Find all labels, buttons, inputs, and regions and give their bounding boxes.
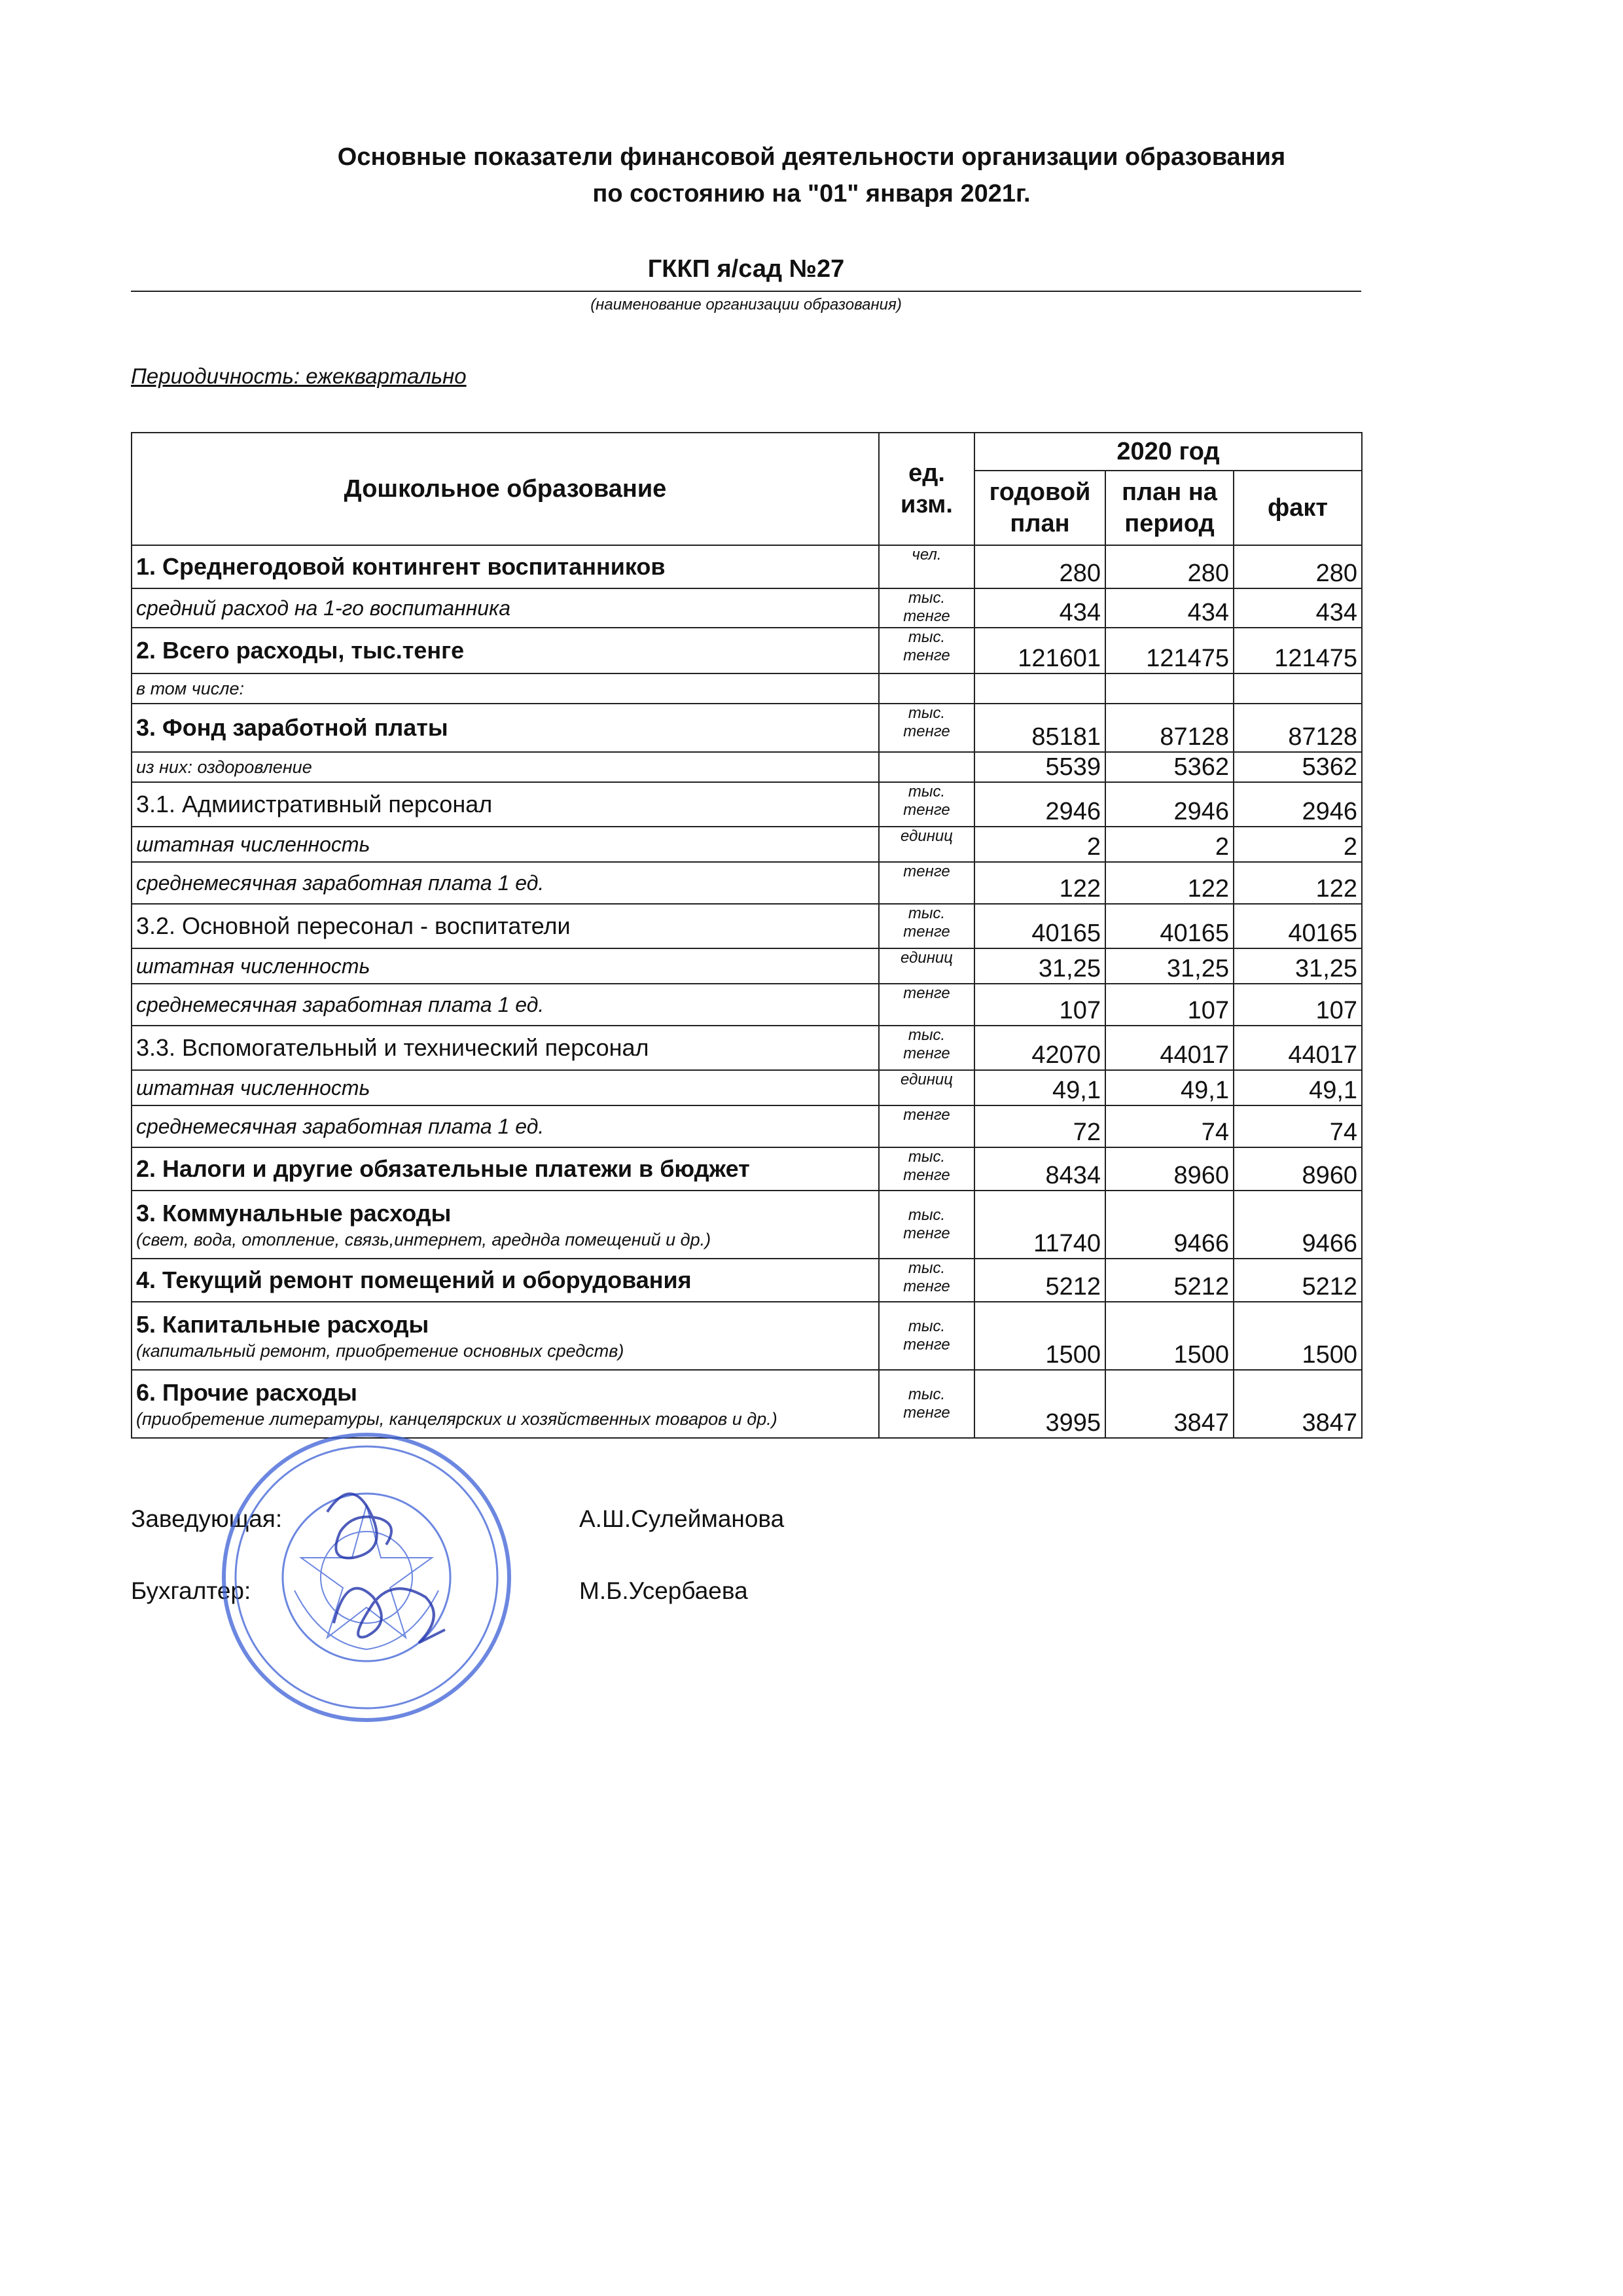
row-period-plan: 5212	[1105, 1259, 1234, 1302]
row-annual-plan: 121601	[974, 628, 1105, 673]
row-unit: тыс. тенге	[879, 1026, 974, 1070]
row-unit: тыс. тенге	[879, 904, 974, 948]
organization-name: ГККП я/сад №27	[647, 255, 845, 283]
header-period-plan: план на период	[1105, 471, 1234, 545]
table-row	[132, 862, 1362, 904]
row-fact: 280	[1234, 545, 1362, 588]
row-unit: единиц	[879, 827, 974, 862]
row-annual-plan: 42070	[974, 1026, 1105, 1070]
row-fact: 5212	[1234, 1259, 1362, 1302]
table-row	[132, 1026, 1362, 1070]
row-period-plan: 31,25	[1105, 948, 1234, 984]
row-annual-plan: 8434	[974, 1147, 1105, 1191]
table-row	[132, 704, 1362, 752]
header-year: 2020 год	[974, 433, 1362, 471]
head-title: Заведующая:	[131, 1505, 283, 1532]
row-label	[132, 1302, 879, 1370]
table-row	[132, 545, 1362, 588]
row-annual-plan	[974, 673, 1105, 704]
row-fact: 122	[1234, 862, 1362, 904]
row-period-plan: 40165	[1105, 904, 1234, 948]
row-period-plan: 3847	[1105, 1370, 1234, 1438]
row-unit: тенге	[879, 862, 974, 904]
row-label: 4. Текущий ремонт помещений и оборудования	[132, 1259, 879, 1302]
row-annual-plan: 434	[974, 588, 1105, 628]
table-row	[132, 1105, 1362, 1147]
row-annual-plan: 3995	[974, 1370, 1105, 1438]
row-annual-plan: 5212	[974, 1259, 1105, 1302]
row-fact	[1234, 673, 1362, 704]
row-annual-plan: 107	[974, 984, 1105, 1026]
row-annual-plan: 122	[974, 862, 1105, 904]
row-label: 2. Налоги и другие обязательные платежи в бюджет	[132, 1147, 879, 1191]
row-fact: 3847	[1234, 1370, 1362, 1438]
row-period-plan	[1105, 673, 1234, 704]
row-fact: 2	[1234, 827, 1362, 862]
financial-indicators-table	[131, 432, 1363, 1439]
row-label	[132, 1191, 879, 1259]
row-label-main: 3. Коммунальные расходы	[136, 1200, 452, 1227]
row-label: среднемесячная заработная плата 1 ед.	[132, 984, 879, 1026]
row-unit	[879, 752, 974, 782]
row-label: штатная численность	[132, 948, 879, 984]
row-fact: 107	[1234, 984, 1362, 1026]
row-unit: тыс. тенге	[879, 1147, 974, 1191]
row-period-plan: 121475	[1105, 628, 1234, 673]
row-fact: 1500	[1234, 1302, 1362, 1370]
row-period-plan: 49,1	[1105, 1070, 1234, 1105]
row-period-plan: 107	[1105, 984, 1234, 1026]
row-annual-plan: 72	[974, 1105, 1105, 1147]
row-fact: 49,1	[1234, 1070, 1362, 1105]
row-annual-plan: 11740	[974, 1191, 1105, 1259]
row-period-plan: 122	[1105, 862, 1234, 904]
row-unit: тыс. тенге	[879, 588, 974, 628]
row-fact: 2946	[1234, 782, 1362, 827]
row-unit: тыс. тенге	[879, 1191, 974, 1259]
row-annual-plan: 31,25	[974, 948, 1105, 984]
row-unit: единиц	[879, 1070, 974, 1105]
row-period-plan: 5362	[1105, 752, 1234, 782]
row-period-plan: 9466	[1105, 1191, 1234, 1259]
table-row	[132, 673, 1362, 704]
head-name: А.Ш.Сулейманова	[579, 1505, 785, 1532]
row-fact: 8960	[1234, 1147, 1362, 1191]
table-row	[132, 1147, 1362, 1191]
header-preschool: Дошкольное образование	[132, 433, 879, 545]
header-unit: ед. изм.	[879, 433, 974, 545]
organization-caption: (наименование организации образования)	[590, 296, 902, 314]
table-row	[132, 628, 1362, 673]
header-annual-plan: годовой план	[974, 471, 1105, 545]
row-annual-plan: 1500	[974, 1302, 1105, 1370]
table-row	[132, 1191, 1362, 1259]
row-label-sub: (свет, вода, отопление, связь,интернет, ареднда помещений и др.)	[136, 1230, 711, 1249]
row-annual-plan: 85181	[974, 704, 1105, 752]
row-annual-plan: 40165	[974, 904, 1105, 948]
row-label-sub: (приобретение литературы, канцелярских и хозяйственных товаров и др.)	[136, 1409, 777, 1429]
row-fact: 9466	[1234, 1191, 1362, 1259]
row-period-plan: 2	[1105, 827, 1234, 862]
row-unit: единиц	[879, 948, 974, 984]
row-annual-plan: 5539	[974, 752, 1105, 782]
row-annual-plan: 2	[974, 827, 1105, 862]
row-unit: чел.	[879, 545, 974, 588]
row-fact: 121475	[1234, 628, 1362, 673]
title-line-1: Основные показатели финансовой деятельности организации образования	[337, 143, 1286, 171]
row-label: 3. Фонд заработной платы	[132, 704, 879, 752]
accountant-title: Бухгалтер:	[131, 1577, 251, 1604]
row-label-sub: (капитальный ремонт, приобретение основных средств)	[136, 1341, 624, 1361]
row-fact: 434	[1234, 588, 1362, 628]
row-fact: 31,25	[1234, 948, 1362, 984]
row-fact: 44017	[1234, 1026, 1362, 1070]
row-period-plan: 2946	[1105, 782, 1234, 827]
row-label: среднемесячная заработная плата 1 ед.	[132, 862, 879, 904]
table-row	[132, 948, 1362, 984]
row-unit	[879, 673, 974, 704]
row-fact: 5362	[1234, 752, 1362, 782]
row-annual-plan: 49,1	[974, 1070, 1105, 1105]
accountant-name: М.Б.Усербаева	[579, 1577, 748, 1604]
official-stamp-icon	[216, 1427, 517, 1728]
header-fact: факт	[1234, 471, 1362, 545]
table-row	[132, 752, 1362, 782]
row-period-plan: 74	[1105, 1105, 1234, 1147]
row-fact: 74	[1234, 1105, 1362, 1147]
row-unit: тыс. тенге	[879, 782, 974, 827]
table-row	[132, 1070, 1362, 1105]
table-row	[132, 1259, 1362, 1302]
row-label: штатная численность	[132, 827, 879, 862]
row-label: из них: оздоровление	[132, 752, 879, 782]
row-label: 2. Всего расходы, тыс.тенге	[132, 628, 879, 673]
row-annual-plan: 280	[974, 545, 1105, 588]
table-row	[132, 904, 1362, 948]
row-unit: тыс. тенге	[879, 1302, 974, 1370]
row-unit: тенге	[879, 1105, 974, 1147]
row-label-main: 5. Капитальные расходы	[136, 1311, 429, 1338]
row-unit: тыс. тенге	[879, 1370, 974, 1438]
row-label: 3.1. Адмиистративный персонал	[132, 782, 879, 827]
row-period-plan: 8960	[1105, 1147, 1234, 1191]
row-unit: тыс. тенге	[879, 1259, 974, 1302]
table-row	[132, 827, 1362, 862]
row-label: 1. Среднегодовой контингент воспитанников	[132, 545, 879, 588]
row-label: среднемесячная заработная плата 1 ед.	[132, 1105, 879, 1147]
row-label: 3.3. Вспомогательный и технический персонал	[132, 1026, 879, 1070]
row-period-plan: 280	[1105, 545, 1234, 588]
row-unit: тенге	[879, 984, 974, 1026]
row-period-plan: 1500	[1105, 1302, 1234, 1370]
title-line-2: по состоянию на "01" января 2021г.	[592, 180, 1031, 207]
row-fact: 40165	[1234, 904, 1362, 948]
row-unit: тыс. тенге	[879, 628, 974, 673]
document-title	[0, 139, 1623, 212]
table-row	[132, 1302, 1362, 1370]
row-label: в том числе:	[132, 673, 879, 704]
row-label: штатная численность	[132, 1070, 879, 1105]
organization-underline	[131, 291, 1361, 292]
row-annual-plan: 2946	[974, 782, 1105, 827]
row-unit: тыс. тенге	[879, 704, 974, 752]
table-row	[132, 588, 1362, 628]
row-fact: 87128	[1234, 704, 1362, 752]
periodicity: Периодичность: ежеквартально	[131, 364, 467, 388]
row-period-plan: 44017	[1105, 1026, 1234, 1070]
row-period-plan: 434	[1105, 588, 1234, 628]
row-label: 3.2. Основной пересонал - воспитатели	[132, 904, 879, 948]
row-period-plan: 87128	[1105, 704, 1234, 752]
table-row	[132, 782, 1362, 827]
row-label-main: 6. Прочие расходы	[136, 1379, 357, 1406]
table-row	[132, 984, 1362, 1026]
row-label: средний расход на 1-го воспитанника	[132, 588, 879, 628]
